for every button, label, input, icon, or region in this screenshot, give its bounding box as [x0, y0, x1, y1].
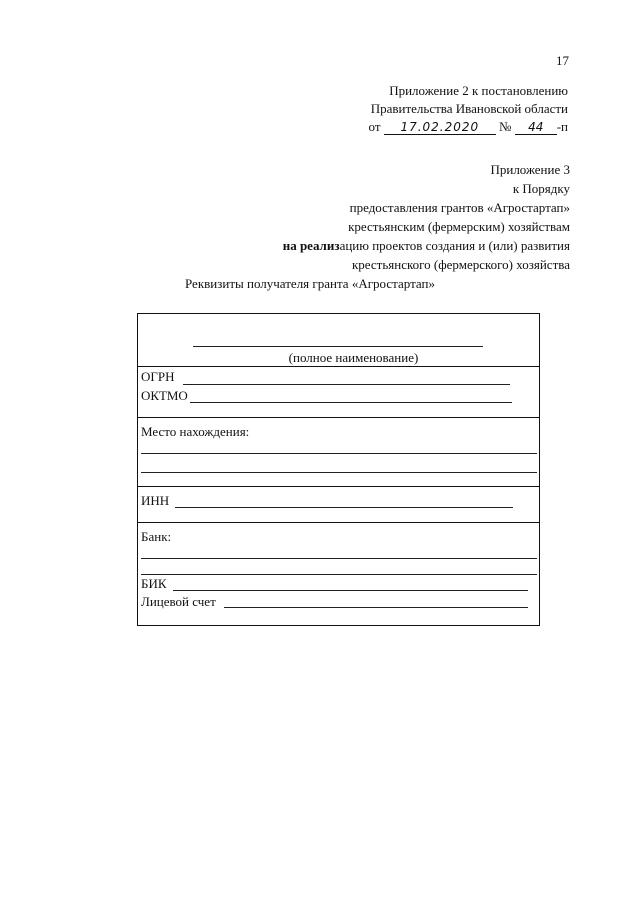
header-line-1: Приложение 2 к постановлению: [389, 83, 568, 98]
divider: [138, 522, 539, 523]
divider: [138, 417, 539, 418]
grant-recipient-form: [137, 313, 540, 626]
full-name-field[interactable]: [193, 346, 483, 347]
account-field[interactable]: [224, 607, 528, 608]
appendix-line-2: к Порядку: [512, 181, 570, 196]
location-field-line-1[interactable]: [141, 453, 537, 454]
inn-label: ИНН: [141, 493, 170, 508]
bank-label: Банк:: [141, 529, 172, 544]
number-label: №: [499, 119, 512, 134]
appendix-line-6: крестьянского (фермерского) хозяйства: [351, 257, 570, 272]
ogrn-label: ОГРН: [141, 369, 175, 384]
bank-field-line-2[interactable]: [141, 574, 537, 575]
bik-label: БИК: [141, 576, 167, 591]
location-label: Место нахождения:: [141, 424, 250, 439]
full-name-caption: (полное наименование): [288, 350, 419, 365]
form-title: Реквизиты получателя гранта «Агростартап»: [185, 276, 435, 291]
bik-field[interactable]: [173, 590, 528, 591]
handwritten-date: 17.02.2020: [384, 120, 496, 135]
appendix-line-1: Приложение 3: [490, 162, 570, 177]
appendix-line-5: [130, 236, 570, 255]
appendix-line-4: крестьянским (фермерским) хозяйствам: [348, 219, 570, 234]
bank-field-line-1[interactable]: [141, 558, 537, 559]
handwritten-number: 44: [515, 120, 557, 135]
appendix-line-3: предоставления грантов «Агростартап»: [349, 200, 570, 215]
page-number: 17: [556, 53, 569, 68]
divider: [138, 366, 539, 367]
appendix-line-5-bold: на реализ: [282, 238, 340, 253]
divider: [138, 486, 539, 487]
appendix-header: [130, 160, 570, 274]
oktmo-label: ОКТМО: [141, 388, 188, 403]
ogrn-field[interactable]: [183, 384, 510, 385]
header-line-2: Правительства Ивановской области: [370, 101, 568, 116]
location-field-line-2[interactable]: [141, 472, 537, 473]
from-label: от: [368, 119, 381, 134]
oktmo-field[interactable]: [190, 402, 512, 403]
resolution-header: [168, 82, 568, 136]
header-date-line: [168, 118, 568, 136]
inn-field[interactable]: [175, 507, 513, 508]
number-suffix: -п: [556, 119, 568, 134]
appendix-line-5-rest: ацию проектов создания и (или) развития: [339, 238, 570, 253]
account-label: Лицевой счет: [141, 594, 216, 609]
